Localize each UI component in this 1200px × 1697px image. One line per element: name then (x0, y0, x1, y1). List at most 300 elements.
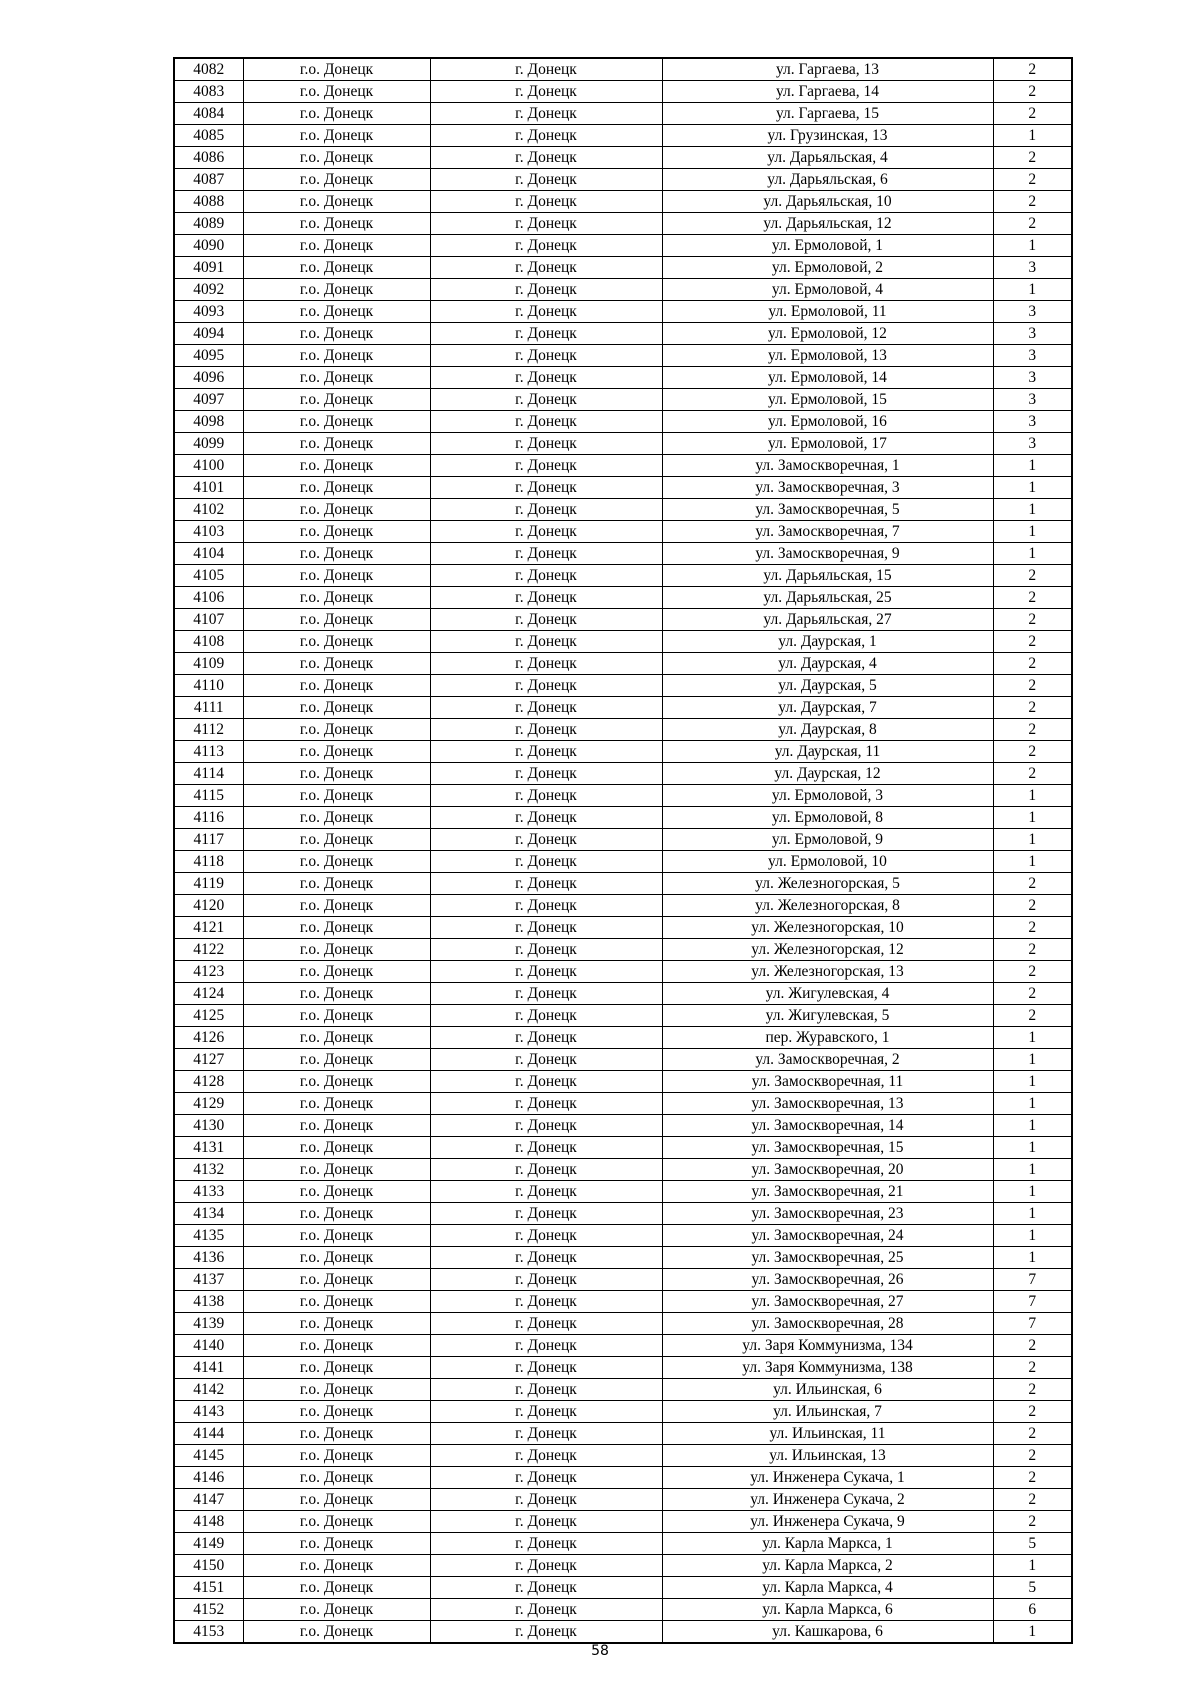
city-cell: г. Донецк (430, 1181, 662, 1203)
address-cell: ул. Ермоловой, 4 (662, 279, 993, 301)
address-cell: ул. Дарьяльская, 15 (662, 565, 993, 587)
district-cell: г.о. Донецк (243, 257, 430, 279)
table-row (174, 1049, 1072, 1071)
address-cell: ул. Дарьяльская, 27 (662, 609, 993, 631)
count-cell: 7 (993, 1313, 1072, 1335)
table-row (174, 543, 1072, 565)
row-number-cell: 4125 (174, 1005, 243, 1027)
table-row (174, 1291, 1072, 1313)
count-cell: 2 (993, 213, 1072, 235)
district-cell: г.о. Донецк (243, 1467, 430, 1489)
district-cell: г.о. Донецк (243, 1577, 430, 1599)
city-cell: г. Донецк (430, 1159, 662, 1181)
table-row (174, 1137, 1072, 1159)
address-cell: ул. Замоскворечная, 23 (662, 1203, 993, 1225)
table-row (174, 301, 1072, 323)
row-number-cell: 4151 (174, 1577, 243, 1599)
count-cell: 6 (993, 1599, 1072, 1621)
row-number-cell: 4122 (174, 939, 243, 961)
district-cell: г.о. Донецк (243, 1247, 430, 1269)
district-cell: г.о. Донецк (243, 477, 430, 499)
row-number-cell: 4152 (174, 1599, 243, 1621)
district-cell: г.о. Донецк (243, 1489, 430, 1511)
count-cell: 1 (993, 1159, 1072, 1181)
address-cell: ул. Ермоловой, 12 (662, 323, 993, 345)
district-cell: г.о. Донецк (243, 1379, 430, 1401)
row-number-cell: 4148 (174, 1511, 243, 1533)
row-number-cell: 4153 (174, 1621, 243, 1644)
table-row (174, 235, 1072, 257)
count-cell: 1 (993, 1181, 1072, 1203)
count-cell: 2 (993, 1357, 1072, 1379)
city-cell: г. Донецк (430, 147, 662, 169)
table-row (174, 1423, 1072, 1445)
table-row (174, 1005, 1072, 1027)
count-cell: 2 (993, 763, 1072, 785)
table-row (174, 521, 1072, 543)
address-cell: ул. Карла Маркса, 2 (662, 1555, 993, 1577)
row-number-cell: 4105 (174, 565, 243, 587)
city-cell: г. Донецк (430, 1115, 662, 1137)
address-cell: ул. Ермоловой, 15 (662, 389, 993, 411)
city-cell: г. Донецк (430, 1049, 662, 1071)
district-cell: г.о. Донецк (243, 301, 430, 323)
row-number-cell: 4142 (174, 1379, 243, 1401)
count-cell: 1 (993, 499, 1072, 521)
count-cell: 2 (993, 939, 1072, 961)
city-cell: г. Донецк (430, 411, 662, 433)
count-cell: 3 (993, 433, 1072, 455)
table-row (174, 1027, 1072, 1049)
city-cell: г. Донецк (430, 565, 662, 587)
city-cell: г. Донецк (430, 1291, 662, 1313)
count-cell: 1 (993, 1115, 1072, 1137)
city-cell: г. Донецк (430, 477, 662, 499)
city-cell: г. Донецк (430, 1445, 662, 1467)
city-cell: г. Донецк (430, 609, 662, 631)
district-cell: г.о. Донецк (243, 367, 430, 389)
table-row (174, 961, 1072, 983)
city-cell: г. Донецк (430, 389, 662, 411)
district-cell: г.о. Донецк (243, 807, 430, 829)
count-cell: 2 (993, 1335, 1072, 1357)
row-number-cell: 4107 (174, 609, 243, 631)
city-cell: г. Донецк (430, 675, 662, 697)
city-cell: г. Донецк (430, 213, 662, 235)
district-cell: г.о. Донецк (243, 191, 430, 213)
count-cell: 2 (993, 1445, 1072, 1467)
address-cell: ул. Даурская, 8 (662, 719, 993, 741)
table-row (174, 1313, 1072, 1335)
address-cell: ул. Карла Маркса, 1 (662, 1533, 993, 1555)
city-cell: г. Донецк (430, 1423, 662, 1445)
address-cell: ул. Ермоловой, 9 (662, 829, 993, 851)
count-cell: 2 (993, 1423, 1072, 1445)
row-number-cell: 4095 (174, 345, 243, 367)
count-cell: 2 (993, 873, 1072, 895)
row-number-cell: 4132 (174, 1159, 243, 1181)
row-number-cell: 4119 (174, 873, 243, 895)
address-cell: пер. Журавского, 1 (662, 1027, 993, 1049)
city-cell: г. Донецк (430, 873, 662, 895)
city-cell: г. Донецк (430, 1137, 662, 1159)
row-number-cell: 4147 (174, 1489, 243, 1511)
district-cell: г.о. Донецк (243, 1137, 430, 1159)
district-cell: г.о. Донецк (243, 213, 430, 235)
district-cell: г.о. Донецк (243, 895, 430, 917)
city-cell: г. Донецк (430, 631, 662, 653)
city-cell: г. Донецк (430, 455, 662, 477)
address-cell: ул. Замоскворечная, 5 (662, 499, 993, 521)
row-number-cell: 4128 (174, 1071, 243, 1093)
city-cell: г. Донецк (430, 895, 662, 917)
table-row (174, 279, 1072, 301)
count-cell: 7 (993, 1291, 1072, 1313)
district-cell: г.о. Донецк (243, 521, 430, 543)
count-cell: 2 (993, 697, 1072, 719)
row-number-cell: 4112 (174, 719, 243, 741)
address-cell: ул. Даурская, 4 (662, 653, 993, 675)
address-table (173, 57, 1073, 1644)
district-cell: г.о. Донецк (243, 1071, 430, 1093)
address-cell: ул. Грузинская, 13 (662, 125, 993, 147)
row-number-cell: 4129 (174, 1093, 243, 1115)
table-row (174, 411, 1072, 433)
row-number-cell: 4131 (174, 1137, 243, 1159)
address-cell: ул. Дарьяльская, 10 (662, 191, 993, 213)
table-row (174, 169, 1072, 191)
row-number-cell: 4086 (174, 147, 243, 169)
district-cell: г.о. Донецк (243, 763, 430, 785)
city-cell: г. Донецк (430, 543, 662, 565)
district-cell: г.о. Донецк (243, 1181, 430, 1203)
row-number-cell: 4123 (174, 961, 243, 983)
address-cell: ул. Замоскворечная, 26 (662, 1269, 993, 1291)
table-row (174, 1577, 1072, 1599)
row-number-cell: 4090 (174, 235, 243, 257)
table-row (174, 829, 1072, 851)
district-cell: г.о. Донецк (243, 279, 430, 301)
address-cell: ул. Ермоловой, 2 (662, 257, 993, 279)
address-cell: ул. Инженера Сукача, 2 (662, 1489, 993, 1511)
address-cell: ул. Замоскворечная, 3 (662, 477, 993, 499)
table-row (174, 1159, 1072, 1181)
row-number-cell: 4104 (174, 543, 243, 565)
document-page (173, 57, 1071, 1644)
address-cell: ул. Железногорская, 12 (662, 939, 993, 961)
table-row (174, 103, 1072, 125)
table-row (174, 1071, 1072, 1093)
city-cell: г. Донецк (430, 125, 662, 147)
district-cell: г.о. Донецк (243, 565, 430, 587)
city-cell: г. Донецк (430, 785, 662, 807)
table-row (174, 191, 1072, 213)
row-number-cell: 4082 (174, 58, 243, 81)
count-cell: 1 (993, 851, 1072, 873)
count-cell: 1 (993, 477, 1072, 499)
address-table-body (174, 58, 1072, 1643)
address-cell: ул. Даурская, 7 (662, 697, 993, 719)
count-cell: 2 (993, 653, 1072, 675)
district-cell: г.о. Донецк (243, 433, 430, 455)
count-cell: 5 (993, 1577, 1072, 1599)
address-cell: ул. Карла Маркса, 6 (662, 1599, 993, 1621)
row-number-cell: 4097 (174, 389, 243, 411)
city-cell: г. Донецк (430, 1599, 662, 1621)
city-cell: г. Донецк (430, 301, 662, 323)
table-row (174, 983, 1072, 1005)
count-cell: 1 (993, 1621, 1072, 1644)
city-cell: г. Донецк (430, 807, 662, 829)
address-cell: ул. Замоскворечная, 21 (662, 1181, 993, 1203)
address-cell: ул. Железногорская, 13 (662, 961, 993, 983)
table-row (174, 697, 1072, 719)
city-cell: г. Донецк (430, 1093, 662, 1115)
address-cell: ул. Даурская, 5 (662, 675, 993, 697)
row-number-cell: 4087 (174, 169, 243, 191)
table-row (174, 367, 1072, 389)
address-cell: ул. Даурская, 12 (662, 763, 993, 785)
table-row (174, 1401, 1072, 1423)
table-row (174, 675, 1072, 697)
city-cell: г. Донецк (430, 367, 662, 389)
district-cell: г.о. Донецк (243, 1555, 430, 1577)
table-row (174, 477, 1072, 499)
district-cell: г.о. Донецк (243, 1225, 430, 1247)
district-cell: г.о. Донецк (243, 675, 430, 697)
address-cell: ул. Замоскворечная, 11 (662, 1071, 993, 1093)
city-cell: г. Донецк (430, 1489, 662, 1511)
row-number-cell: 4134 (174, 1203, 243, 1225)
address-cell: ул. Железногорская, 5 (662, 873, 993, 895)
address-cell: ул. Инженера Сукача, 1 (662, 1467, 993, 1489)
row-number-cell: 4099 (174, 433, 243, 455)
address-cell: ул. Даурская, 1 (662, 631, 993, 653)
city-cell: г. Донецк (430, 1467, 662, 1489)
page-number: 58 (591, 1643, 609, 1659)
row-number-cell: 4092 (174, 279, 243, 301)
address-cell: ул. Карла Маркса, 4 (662, 1577, 993, 1599)
table-row (174, 1555, 1072, 1577)
table-row (174, 917, 1072, 939)
count-cell: 1 (993, 1555, 1072, 1577)
table-row (174, 1115, 1072, 1137)
table-row (174, 1511, 1072, 1533)
count-cell: 2 (993, 1005, 1072, 1027)
row-number-cell: 4136 (174, 1247, 243, 1269)
address-cell: ул. Замоскворечная, 27 (662, 1291, 993, 1313)
city-cell: г. Донецк (430, 1533, 662, 1555)
address-cell: ул. Ильинская, 7 (662, 1401, 993, 1423)
row-number-cell: 4149 (174, 1533, 243, 1555)
table-row (174, 455, 1072, 477)
count-cell: 1 (993, 1203, 1072, 1225)
row-number-cell: 4106 (174, 587, 243, 609)
address-cell: ул. Замоскворечная, 24 (662, 1225, 993, 1247)
table-row (174, 1489, 1072, 1511)
row-number-cell: 4143 (174, 1401, 243, 1423)
table-row (174, 323, 1072, 345)
city-cell: г. Донецк (430, 697, 662, 719)
district-cell: г.о. Донецк (243, 1027, 430, 1049)
district-cell: г.о. Донецк (243, 1093, 430, 1115)
row-number-cell: 4124 (174, 983, 243, 1005)
district-cell: г.о. Донецк (243, 543, 430, 565)
district-cell: г.о. Донецк (243, 983, 430, 1005)
count-cell: 1 (993, 235, 1072, 257)
table-row (174, 58, 1072, 81)
row-number-cell: 4096 (174, 367, 243, 389)
city-cell: г. Донецк (430, 1071, 662, 1093)
district-cell: г.о. Донецк (243, 1445, 430, 1467)
address-cell: ул. Ермоловой, 10 (662, 851, 993, 873)
count-cell: 2 (993, 675, 1072, 697)
table-row (174, 499, 1072, 521)
table-row (174, 1379, 1072, 1401)
city-cell: г. Донецк (430, 499, 662, 521)
table-row (174, 1225, 1072, 1247)
row-number-cell: 4103 (174, 521, 243, 543)
row-number-cell: 4130 (174, 1115, 243, 1137)
address-cell: ул. Замоскворечная, 9 (662, 543, 993, 565)
count-cell: 3 (993, 257, 1072, 279)
city-cell: г. Донецк (430, 1269, 662, 1291)
district-cell: г.о. Донецк (243, 1533, 430, 1555)
count-cell: 1 (993, 1247, 1072, 1269)
row-number-cell: 4116 (174, 807, 243, 829)
address-cell: ул. Замоскворечная, 13 (662, 1093, 993, 1115)
district-cell: г.о. Донецк (243, 1335, 430, 1357)
address-cell: ул. Ермоловой, 1 (662, 235, 993, 257)
district-cell: г.о. Донецк (243, 235, 430, 257)
city-cell: г. Донецк (430, 1555, 662, 1577)
city-cell: г. Донецк (430, 1005, 662, 1027)
address-cell: ул. Ермоловой, 16 (662, 411, 993, 433)
table-row (174, 1445, 1072, 1467)
row-number-cell: 4117 (174, 829, 243, 851)
city-cell: г. Донецк (430, 345, 662, 367)
count-cell: 1 (993, 521, 1072, 543)
city-cell: г. Донецк (430, 1247, 662, 1269)
row-number-cell: 4145 (174, 1445, 243, 1467)
city-cell: г. Донецк (430, 191, 662, 213)
count-cell: 2 (993, 587, 1072, 609)
table-row (174, 433, 1072, 455)
row-number-cell: 4111 (174, 697, 243, 719)
district-cell: г.о. Донецк (243, 1159, 430, 1181)
address-cell: ул. Дарьяльская, 25 (662, 587, 993, 609)
count-cell: 1 (993, 785, 1072, 807)
district-cell: г.о. Донецк (243, 58, 430, 81)
row-number-cell: 4102 (174, 499, 243, 521)
table-row (174, 631, 1072, 653)
address-cell: ул. Замоскворечная, 25 (662, 1247, 993, 1269)
city-cell: г. Донецк (430, 829, 662, 851)
district-cell: г.о. Донецк (243, 1005, 430, 1027)
city-cell: г. Донецк (430, 741, 662, 763)
district-cell: г.о. Донецк (243, 1203, 430, 1225)
row-number-cell: 4135 (174, 1225, 243, 1247)
table-row (174, 763, 1072, 785)
row-number-cell: 4089 (174, 213, 243, 235)
table-row (174, 873, 1072, 895)
address-cell: ул. Заря Коммунизма, 138 (662, 1357, 993, 1379)
row-number-cell: 4144 (174, 1423, 243, 1445)
city-cell: г. Донецк (430, 1357, 662, 1379)
district-cell: г.о. Донецк (243, 741, 430, 763)
table-row (174, 851, 1072, 873)
row-number-cell: 4126 (174, 1027, 243, 1049)
count-cell: 2 (993, 1467, 1072, 1489)
address-cell: ул. Замоскворечная, 15 (662, 1137, 993, 1159)
city-cell: г. Донецк (430, 323, 662, 345)
count-cell: 1 (993, 829, 1072, 851)
row-number-cell: 4109 (174, 653, 243, 675)
address-cell: ул. Замоскворечная, 1 (662, 455, 993, 477)
row-number-cell: 4137 (174, 1269, 243, 1291)
row-number-cell: 4101 (174, 477, 243, 499)
district-cell: г.о. Донецк (243, 499, 430, 521)
district-cell: г.о. Донецк (243, 697, 430, 719)
count-cell: 5 (993, 1533, 1072, 1555)
table-row (174, 1467, 1072, 1489)
count-cell: 3 (993, 301, 1072, 323)
row-number-cell: 4127 (174, 1049, 243, 1071)
row-number-cell: 4146 (174, 1467, 243, 1489)
table-row (174, 1269, 1072, 1291)
count-cell: 2 (993, 895, 1072, 917)
address-cell: ул. Гаргаева, 13 (662, 58, 993, 81)
row-number-cell: 4118 (174, 851, 243, 873)
row-number-cell: 4138 (174, 1291, 243, 1313)
count-cell: 3 (993, 389, 1072, 411)
count-cell: 3 (993, 411, 1072, 433)
district-cell: г.о. Донецк (243, 587, 430, 609)
address-cell: ул. Заря Коммунизма, 134 (662, 1335, 993, 1357)
table-row (174, 939, 1072, 961)
city-cell: г. Донецк (430, 58, 662, 81)
city-cell: г. Донецк (430, 587, 662, 609)
count-cell: 2 (993, 1489, 1072, 1511)
count-cell: 2 (993, 58, 1072, 81)
row-number-cell: 4098 (174, 411, 243, 433)
count-cell: 2 (993, 741, 1072, 763)
count-cell: 2 (993, 917, 1072, 939)
row-number-cell: 4110 (174, 675, 243, 697)
district-cell: г.о. Донецк (243, 103, 430, 125)
district-cell: г.о. Донецк (243, 609, 430, 631)
count-cell: 2 (993, 719, 1072, 741)
count-cell: 2 (993, 983, 1072, 1005)
row-number-cell: 4088 (174, 191, 243, 213)
row-number-cell: 4084 (174, 103, 243, 125)
row-number-cell: 4085 (174, 125, 243, 147)
address-cell: ул. Ермоловой, 8 (662, 807, 993, 829)
count-cell: 1 (993, 1225, 1072, 1247)
address-cell: ул. Жигулевская, 4 (662, 983, 993, 1005)
city-cell: г. Донецк (430, 521, 662, 543)
district-cell: г.о. Донецк (243, 1269, 430, 1291)
district-cell: г.о. Донецк (243, 125, 430, 147)
count-cell: 2 (993, 169, 1072, 191)
address-cell: ул. Инженера Сукача, 9 (662, 1511, 993, 1533)
table-row (174, 213, 1072, 235)
count-cell: 3 (993, 345, 1072, 367)
row-number-cell: 4121 (174, 917, 243, 939)
row-number-cell: 4150 (174, 1555, 243, 1577)
table-row (174, 81, 1072, 103)
city-cell: г. Донецк (430, 103, 662, 125)
